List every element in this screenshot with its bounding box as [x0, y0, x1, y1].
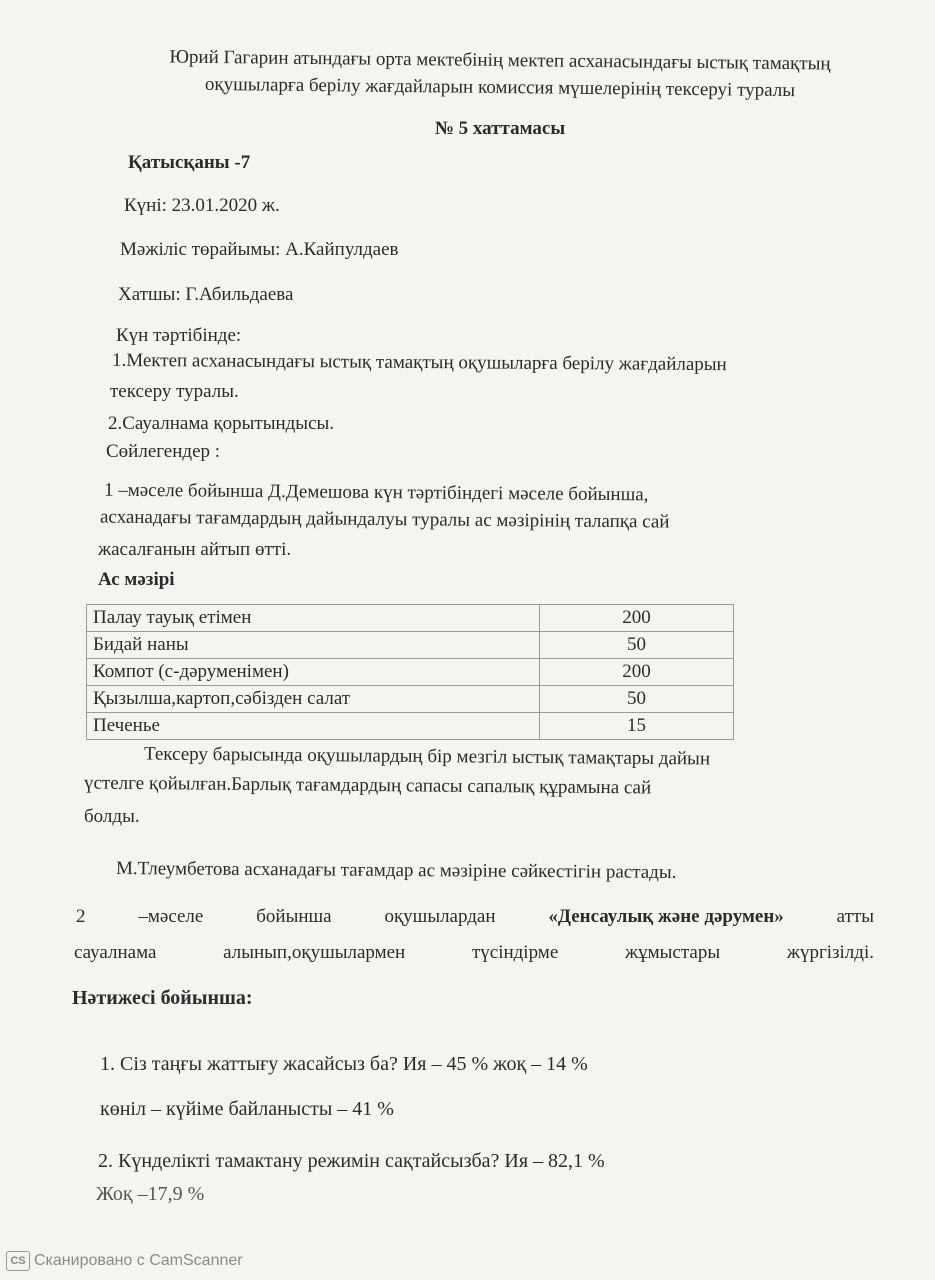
survey-question-2-cont: Жоқ –17,9 % [96, 1183, 205, 1205]
issue-2-word: жүргізілді. [786, 942, 874, 963]
header-line-2: оқушыларға берілу жағдайларын комиссия мүшелерінің тексеруі туралы [204, 73, 796, 102]
header-line-1: Юрий Гагарин атындағы орта мектебінің мектеп асханасындағы ыстық тамақтың [169, 46, 831, 75]
menu-item-name: Қызылша,картоп,сәбізден салат [87, 686, 540, 713]
issue-1-line-1: 1 –мәселе бойынша Д.Демешова күн тәртібіндегі мәселе бойынша, [103, 479, 649, 506]
menu-item-value: 200 [540, 659, 734, 686]
menu-item-value: 15 [540, 713, 734, 740]
camscanner-logo-icon: CS [6, 1251, 30, 1271]
issue-2-line-1 [76, 906, 874, 928]
menu-row [87, 659, 734, 686]
issue-1-line-2: асханадағы тағамдардың дайындалуы туралы ас мәзірінің талапқа сай [99, 506, 670, 533]
menu-row [87, 713, 734, 740]
inspection-line-3: болды. [84, 806, 140, 827]
survey-question-2: 2. Күнделікті тамактану режимін сақтайсызба? Ия – 82,1 % [98, 1150, 605, 1172]
issue-2-word: атты [836, 906, 874, 927]
results-heading: Нәтижесі бойынша: [72, 987, 253, 1009]
inspection-line-1: Тексеру барысында оқушылардың бір мезгіл ыстық тамақтары дайын [143, 743, 711, 770]
survey-question-1: 1. Сіз таңғы жаттығу жасайсыз ба? Ия – 45 % жоқ – 14 % [100, 1053, 588, 1075]
issue-2-word: 2 [76, 906, 86, 927]
document-title: № 5 хаттамасы [434, 118, 566, 139]
menu-row [87, 686, 734, 713]
menu-item-value: 50 [540, 686, 734, 713]
issue-2-line-2 [74, 942, 874, 964]
agenda-item-2: 2.Сауалнама қорытындысы. [108, 413, 335, 434]
issue-2-word: сауалнама [74, 942, 157, 963]
menu-item-name: Бидай наны [87, 632, 540, 659]
issue-2-word: түсіндірме [471, 942, 559, 963]
issue-1-line-3: жасалғанын айтып өтті. [98, 539, 292, 560]
menu-item-name: Компот (с-дәруменімен) [87, 659, 540, 686]
menu-row [87, 605, 734, 632]
issue-2-word: оқушылардан [384, 906, 496, 927]
watermark-text: Сканировано с CamScanner [34, 1252, 243, 1269]
menu-row [87, 632, 734, 659]
issue-2-word: бойынша [256, 906, 332, 927]
menu-item-name: Печенье [87, 713, 540, 740]
menu-item-value: 200 [540, 605, 734, 632]
issue-2-word: алынып,оқушылармен [223, 942, 406, 963]
attended-count: Қатысқаны -7 [128, 152, 251, 173]
survey-title: «Денсаулық және дәрумен» [548, 906, 784, 927]
agenda-item-1-line-2: тексеру туралы. [110, 381, 239, 402]
menu-item-name: Палау тауық етімен [87, 605, 540, 632]
scanner-watermark [6, 1251, 243, 1271]
meeting-secretary: Хатшы: Г.Абильдаева [118, 284, 294, 305]
inspection-confirm: М.Тлеумбетова асханадағы тағамдар ас мәзіріне сәйкестігін растады. [115, 858, 677, 883]
menu-heading: Ас мәзірі [98, 569, 175, 590]
menu-table [86, 604, 734, 740]
survey-question-1-cont: көніл – күйіме байланысты – 41 % [100, 1098, 394, 1120]
meeting-date: Күні: 23.01.2020 ж. [124, 195, 280, 216]
inspection-line-2: үстелге қойылған.Барлық тағамдардың сапасы сапалық құрамына сай [83, 772, 652, 799]
speakers-heading: Сөйлегендер : [106, 441, 221, 462]
issue-2-word: –мәселе [138, 906, 204, 927]
agenda-heading: Күн тәртібінде: [116, 325, 242, 346]
agenda-item-1-line-1: 1.Мектеп асханасындағы ыстық тамақтың оқушыларға берілу жағдайларын [111, 349, 727, 376]
meeting-chair: Мәжіліс төрайымы: А.Кайпулдаев [120, 239, 399, 260]
menu-item-value: 50 [540, 632, 734, 659]
issue-2-word: жұмыстары [625, 942, 721, 963]
